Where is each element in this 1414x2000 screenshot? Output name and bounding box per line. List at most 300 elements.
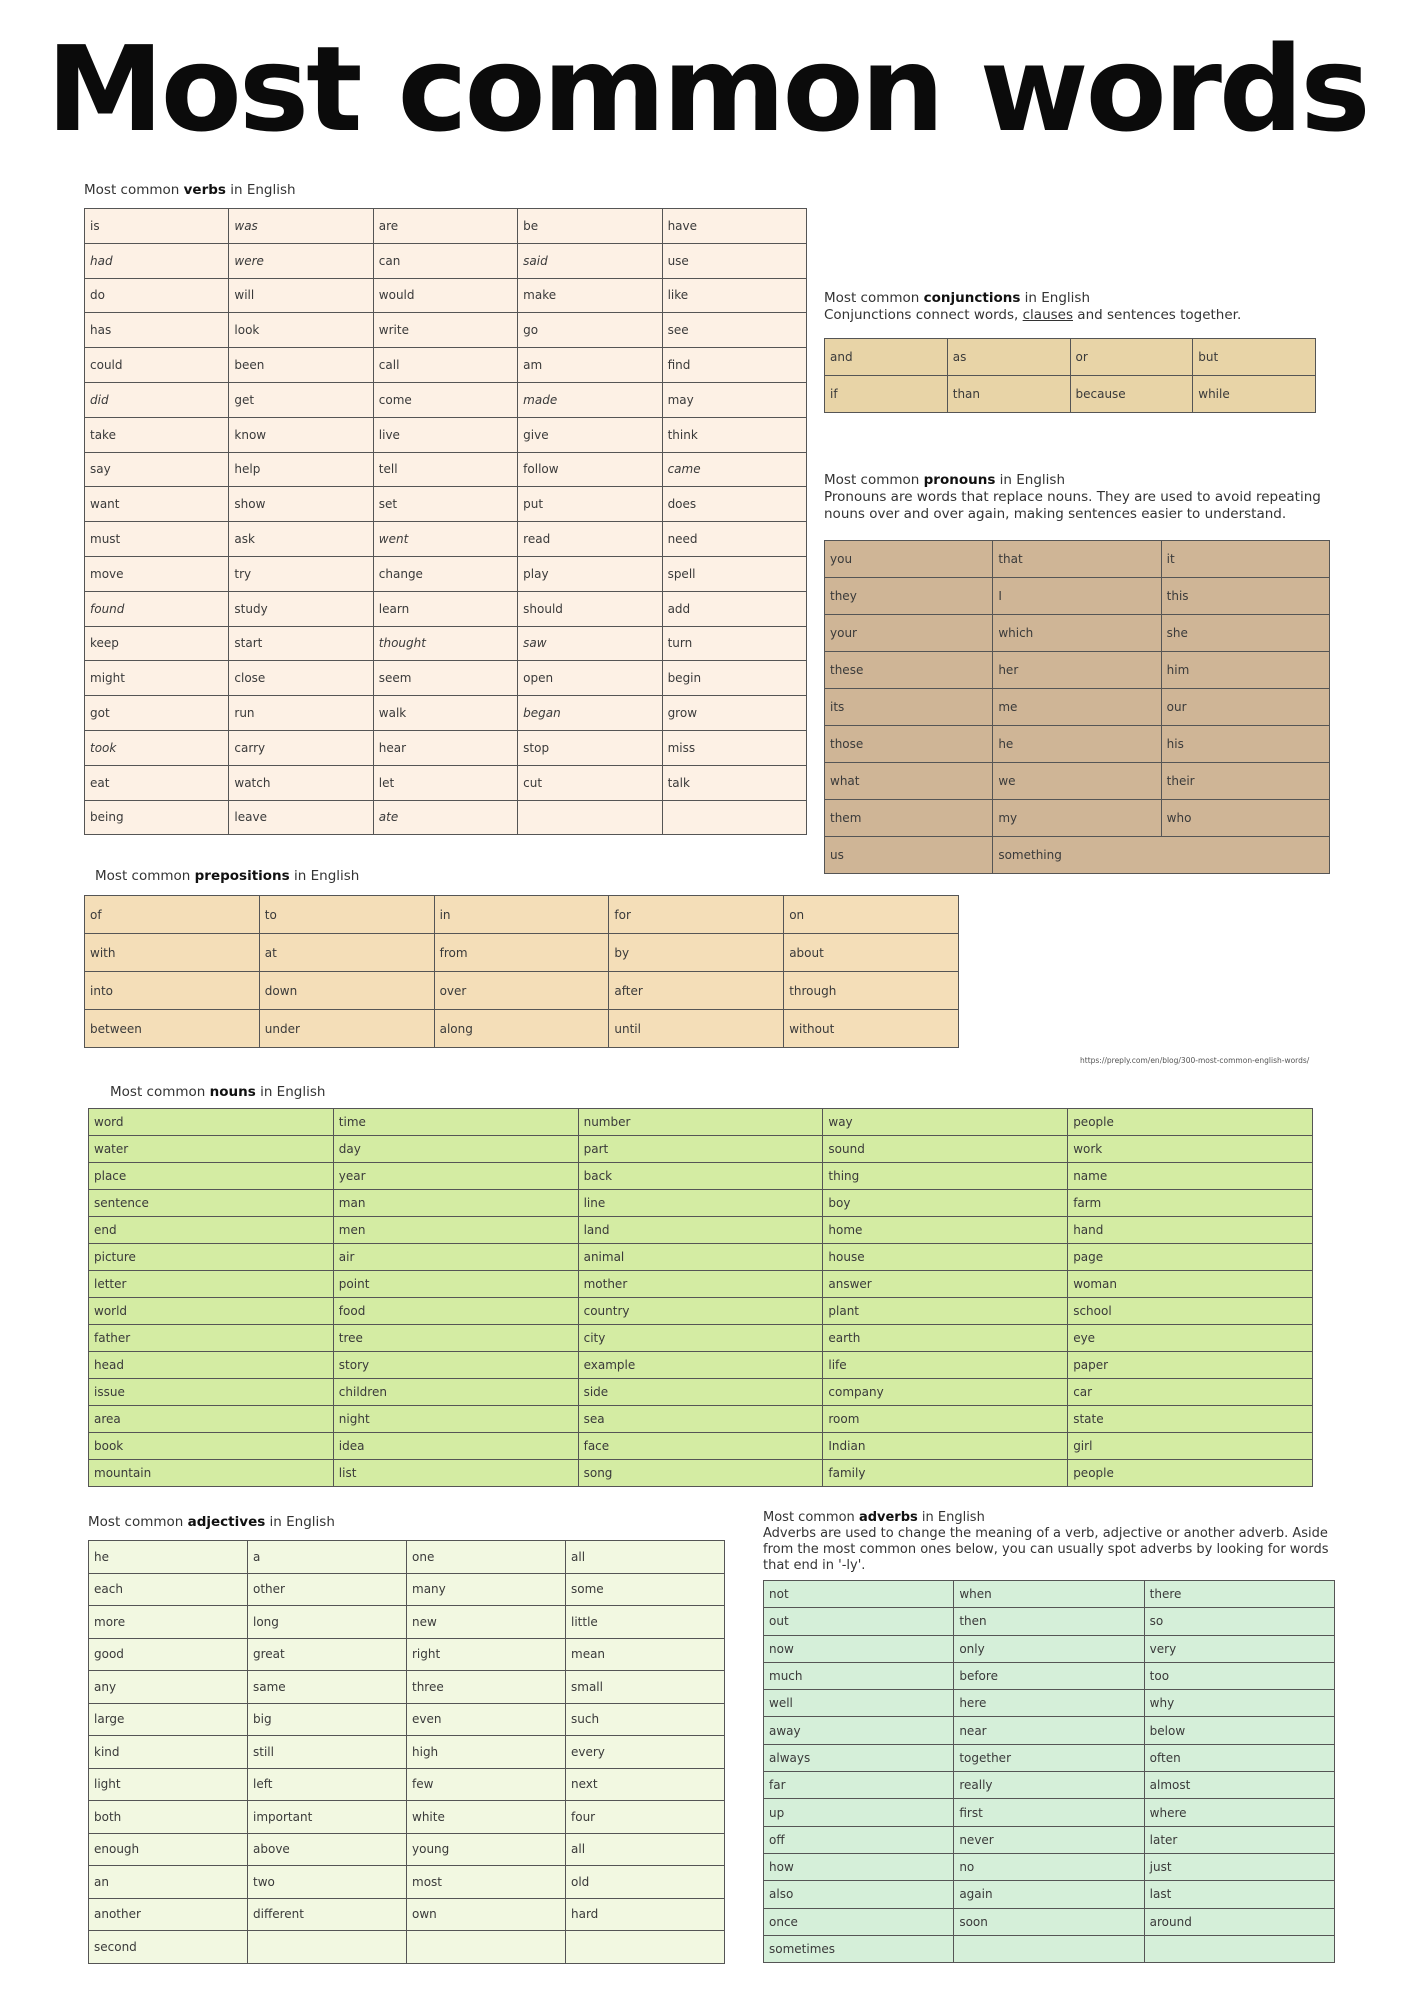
verbs-row bbox=[85, 382, 807, 417]
verbs-caption: Most common verbs in English bbox=[84, 182, 296, 198]
nouns-word-cell: plant bbox=[823, 1298, 1068, 1325]
pronouns-word-cell: us bbox=[825, 837, 993, 874]
conjunctions-word-cell: as bbox=[947, 339, 1070, 376]
adjectives-word-cell: an bbox=[89, 1866, 248, 1899]
adjectives-row bbox=[89, 1833, 725, 1866]
verbs-word-cell: move bbox=[85, 556, 229, 591]
conjunctions-word-cell: than bbox=[947, 376, 1070, 413]
adjectives-word-cell: any bbox=[89, 1671, 248, 1704]
pronouns-word-cell: you bbox=[825, 541, 993, 578]
adverbs-word-cell bbox=[1144, 1935, 1334, 1962]
pronouns-caption: Most common pronouns in English Pronouns are words that replace nouns. They are used to avoid repeating nouns over and over again, making sentences easier to understand. bbox=[824, 472, 1321, 522]
nouns-row bbox=[89, 1460, 1313, 1487]
verbs-word-cell: ask bbox=[229, 522, 373, 557]
nouns-word-cell: example bbox=[578, 1352, 823, 1379]
adverbs-word-cell: sometimes bbox=[764, 1935, 954, 1962]
adverbs-word-cell: soon bbox=[954, 1908, 1144, 1935]
verbs-row bbox=[85, 209, 807, 244]
pronouns-row bbox=[825, 578, 1330, 615]
nouns-word-cell: story bbox=[333, 1352, 578, 1379]
adverbs-word-cell: off bbox=[764, 1826, 954, 1853]
nouns-row bbox=[89, 1325, 1313, 1352]
prepositions-word-cell: in bbox=[434, 896, 609, 934]
verbs-word-cell: must bbox=[85, 522, 229, 557]
verbs-word-cell: talk bbox=[662, 765, 806, 800]
verbs-word-cell: let bbox=[373, 765, 517, 800]
adjectives-word-cell: a bbox=[248, 1541, 407, 1574]
pronouns-word-cell: our bbox=[1161, 689, 1329, 726]
pronouns-row bbox=[825, 800, 1330, 837]
verbs-word-cell: have bbox=[662, 209, 806, 244]
nouns-row bbox=[89, 1244, 1313, 1271]
source-url: https://preply.com/en/blog/300-most-common-english-words/ bbox=[1080, 1056, 1310, 1065]
adjectives-word-cell: next bbox=[566, 1768, 725, 1801]
verbs-word-cell: need bbox=[662, 522, 806, 557]
nouns-word-cell: word bbox=[89, 1109, 334, 1136]
adjectives-caption: Most common adjectives in English bbox=[88, 1514, 335, 1530]
verbs-word-cell: has bbox=[85, 313, 229, 348]
nouns-word-cell: boy bbox=[823, 1190, 1068, 1217]
verbs-row bbox=[85, 243, 807, 278]
nouns-word-cell: list bbox=[333, 1460, 578, 1487]
adjectives-row bbox=[89, 1703, 725, 1736]
nouns-word-cell: hand bbox=[1068, 1217, 1313, 1244]
adverbs-row bbox=[764, 1881, 1335, 1908]
verbs-word-cell: show bbox=[229, 487, 373, 522]
adverbs-word-cell: far bbox=[764, 1772, 954, 1799]
adverbs-word-cell: again bbox=[954, 1881, 1144, 1908]
pronouns-row bbox=[825, 726, 1330, 763]
verbs-word-cell: know bbox=[229, 417, 373, 452]
nouns-row bbox=[89, 1433, 1313, 1460]
nouns-word-cell: song bbox=[578, 1460, 823, 1487]
verbs-word-cell: miss bbox=[662, 730, 806, 765]
verbs-word-cell: read bbox=[518, 522, 662, 557]
nouns-word-cell: men bbox=[333, 1217, 578, 1244]
nouns-word-cell: people bbox=[1068, 1109, 1313, 1136]
nouns-row bbox=[89, 1163, 1313, 1190]
verbs-word-cell: begin bbox=[662, 661, 806, 696]
nouns-word-cell: eye bbox=[1068, 1325, 1313, 1352]
nouns-word-cell: idea bbox=[333, 1433, 578, 1460]
verbs-word-cell: play bbox=[518, 556, 662, 591]
adverbs-word-cell: so bbox=[1144, 1608, 1334, 1635]
adverbs-row bbox=[764, 1581, 1335, 1608]
adjectives-word-cell: long bbox=[248, 1606, 407, 1639]
prepositions-row bbox=[85, 1010, 959, 1048]
verbs-row bbox=[85, 696, 807, 731]
nouns-word-cell: country bbox=[578, 1298, 823, 1325]
verbs-word-cell: want bbox=[85, 487, 229, 522]
verbs-row bbox=[85, 522, 807, 557]
nouns-word-cell: place bbox=[89, 1163, 334, 1190]
conjunctions-word-cell: while bbox=[1193, 376, 1316, 413]
nouns-word-cell: time bbox=[333, 1109, 578, 1136]
verbs-word-cell: did bbox=[85, 382, 229, 417]
verbs-word-cell: went bbox=[373, 522, 517, 557]
nouns-word-cell: room bbox=[823, 1406, 1068, 1433]
prepositions-word-cell: for bbox=[609, 896, 784, 934]
nouns-word-cell: woman bbox=[1068, 1271, 1313, 1298]
adverbs-word-cell: once bbox=[764, 1908, 954, 1935]
adjectives-word-cell: left bbox=[248, 1768, 407, 1801]
adjectives-row bbox=[89, 1638, 725, 1671]
adjectives-word-cell: each bbox=[89, 1573, 248, 1606]
adjectives-word-cell: high bbox=[407, 1736, 566, 1769]
verbs-row bbox=[85, 556, 807, 591]
verbs-word-cell: took bbox=[85, 730, 229, 765]
adjectives-word-cell: small bbox=[566, 1671, 725, 1704]
pronouns-word-cell: this bbox=[1161, 578, 1329, 615]
verbs-word-cell: add bbox=[662, 591, 806, 626]
verbs-table bbox=[84, 208, 807, 835]
verbs-word-cell: grow bbox=[662, 696, 806, 731]
pronouns-word-cell: they bbox=[825, 578, 993, 615]
pronouns-word-cell: him bbox=[1161, 652, 1329, 689]
pronouns-word-cell: what bbox=[825, 763, 993, 800]
nouns-word-cell: picture bbox=[89, 1244, 334, 1271]
prepositions-word-cell: between bbox=[85, 1010, 260, 1048]
adverbs-row bbox=[764, 1935, 1335, 1962]
adjectives-word-cell: old bbox=[566, 1866, 725, 1899]
adjectives-word-cell: most bbox=[407, 1866, 566, 1899]
nouns-word-cell: mountain bbox=[89, 1460, 334, 1487]
pronouns-row bbox=[825, 837, 1330, 874]
adjectives-word-cell: even bbox=[407, 1703, 566, 1736]
adverbs-word-cell: why bbox=[1144, 1690, 1334, 1717]
verbs-word-cell: may bbox=[662, 382, 806, 417]
adjectives-word-cell: above bbox=[248, 1833, 407, 1866]
verbs-row bbox=[85, 278, 807, 313]
verbs-word-cell: close bbox=[229, 661, 373, 696]
nouns-word-cell: air bbox=[333, 1244, 578, 1271]
verbs-word-cell: being bbox=[85, 800, 229, 835]
adjectives-word-cell: all bbox=[566, 1833, 725, 1866]
verbs-row bbox=[85, 765, 807, 800]
verbs-word-cell: set bbox=[373, 487, 517, 522]
nouns-word-cell: area bbox=[89, 1406, 334, 1433]
verbs-word-cell: keep bbox=[85, 626, 229, 661]
verbs-word-cell: would bbox=[373, 278, 517, 313]
adjectives-word-cell: important bbox=[248, 1801, 407, 1834]
adjectives-row bbox=[89, 1931, 725, 1964]
adjectives-row bbox=[89, 1866, 725, 1899]
nouns-row bbox=[89, 1352, 1313, 1379]
verbs-word-cell: will bbox=[229, 278, 373, 313]
nouns-word-cell: letter bbox=[89, 1271, 334, 1298]
pronouns-word-cell: your bbox=[825, 615, 993, 652]
verbs-word-cell: think bbox=[662, 417, 806, 452]
prepositions-word-cell: until bbox=[609, 1010, 784, 1048]
adverbs-word-cell: well bbox=[764, 1690, 954, 1717]
page-title: Most common words bbox=[46, 20, 1368, 158]
nouns-word-cell: face bbox=[578, 1433, 823, 1460]
nouns-word-cell: land bbox=[578, 1217, 823, 1244]
nouns-word-cell: water bbox=[89, 1136, 334, 1163]
nouns-word-cell: children bbox=[333, 1379, 578, 1406]
prepositions-word-cell: down bbox=[259, 972, 434, 1010]
verbs-word-cell: see bbox=[662, 313, 806, 348]
adjectives-word-cell: such bbox=[566, 1703, 725, 1736]
verbs-row bbox=[85, 348, 807, 383]
verbs-word-cell: was bbox=[229, 209, 373, 244]
pronouns-word-cell: who bbox=[1161, 800, 1329, 837]
verbs-word-cell: came bbox=[662, 452, 806, 487]
verbs-word-cell: stop bbox=[518, 730, 662, 765]
adverbs-row bbox=[764, 1908, 1335, 1935]
verbs-word-cell: got bbox=[85, 696, 229, 731]
adjectives-word-cell: some bbox=[566, 1573, 725, 1606]
pronouns-word-cell: which bbox=[993, 615, 1161, 652]
adverbs-word-cell: really bbox=[954, 1772, 1144, 1799]
prepositions-word-cell: about bbox=[784, 934, 959, 972]
adjectives-table bbox=[88, 1540, 725, 1964]
nouns-word-cell: mother bbox=[578, 1271, 823, 1298]
verbs-word-cell: look bbox=[229, 313, 373, 348]
adverbs-word-cell: very bbox=[1144, 1635, 1334, 1662]
nouns-word-cell: school bbox=[1068, 1298, 1313, 1325]
adverbs-word-cell: where bbox=[1144, 1799, 1334, 1826]
adverbs-word-cell: first bbox=[954, 1799, 1144, 1826]
verbs-word-cell: take bbox=[85, 417, 229, 452]
nouns-word-cell: paper bbox=[1068, 1352, 1313, 1379]
conjunctions-word-cell: or bbox=[1070, 339, 1193, 376]
adverbs-caption: Most common adverbs in English Adverbs are used to change the meaning of a verb, adjective or another adverb. Aside from the most common ones below, you can usually spot adverbs by looking for words that end in '-ly'. bbox=[763, 1510, 1329, 1573]
adverbs-word-cell: just bbox=[1144, 1853, 1334, 1880]
verbs-word-cell: be bbox=[518, 209, 662, 244]
verbs-word-cell: seem bbox=[373, 661, 517, 696]
verbs-word-cell: eat bbox=[85, 765, 229, 800]
nouns-word-cell: year bbox=[333, 1163, 578, 1190]
verbs-word-cell: does bbox=[662, 487, 806, 522]
verbs-word-cell: call bbox=[373, 348, 517, 383]
verbs-word-cell: were bbox=[229, 243, 373, 278]
pronouns-word-cell: something bbox=[993, 837, 1330, 874]
verbs-word-cell: make bbox=[518, 278, 662, 313]
adjectives-row bbox=[89, 1573, 725, 1606]
verbs-word-cell: am bbox=[518, 348, 662, 383]
verbs-word-cell bbox=[662, 800, 806, 835]
nouns-word-cell: head bbox=[89, 1352, 334, 1379]
adverbs-row bbox=[764, 1717, 1335, 1744]
verbs-word-cell: thought bbox=[373, 626, 517, 661]
prepositions-word-cell: to bbox=[259, 896, 434, 934]
adverbs-word-cell bbox=[954, 1935, 1144, 1962]
adverbs-word-cell: around bbox=[1144, 1908, 1334, 1935]
adjectives-word-cell: all bbox=[566, 1541, 725, 1574]
nouns-word-cell: name bbox=[1068, 1163, 1313, 1190]
pronouns-word-cell: that bbox=[993, 541, 1161, 578]
nouns-word-cell: family bbox=[823, 1460, 1068, 1487]
adjectives-word-cell: few bbox=[407, 1768, 566, 1801]
verbs-row bbox=[85, 452, 807, 487]
verbs-word-cell: like bbox=[662, 278, 806, 313]
adverbs-row bbox=[764, 1662, 1335, 1689]
verbs-word-cell: study bbox=[229, 591, 373, 626]
nouns-row bbox=[89, 1109, 1313, 1136]
nouns-word-cell: answer bbox=[823, 1271, 1068, 1298]
adjectives-word-cell bbox=[248, 1931, 407, 1964]
adjectives-word-cell: three bbox=[407, 1671, 566, 1704]
verbs-row bbox=[85, 661, 807, 696]
verbs-word-cell: said bbox=[518, 243, 662, 278]
verbs-word-cell: found bbox=[85, 591, 229, 626]
clauses-link[interactable]: clauses bbox=[1022, 307, 1073, 323]
pronouns-word-cell: its bbox=[825, 689, 993, 726]
nouns-word-cell: animal bbox=[578, 1244, 823, 1271]
verbs-word-cell: write bbox=[373, 313, 517, 348]
adverbs-word-cell: never bbox=[954, 1826, 1144, 1853]
verbs-word-cell: help bbox=[229, 452, 373, 487]
adverbs-word-cell: when bbox=[954, 1581, 1144, 1608]
prepositions-word-cell: on bbox=[784, 896, 959, 934]
adverbs-word-cell: always bbox=[764, 1744, 954, 1771]
pronouns-word-cell: these bbox=[825, 652, 993, 689]
adverbs-word-cell: then bbox=[954, 1608, 1144, 1635]
verbs-word-cell: change bbox=[373, 556, 517, 591]
adverbs-word-cell: here bbox=[954, 1690, 1144, 1717]
adjectives-word-cell: own bbox=[407, 1898, 566, 1931]
verbs-word-cell: should bbox=[518, 591, 662, 626]
nouns-row bbox=[89, 1271, 1313, 1298]
adverbs-row bbox=[764, 1799, 1335, 1826]
adjectives-row bbox=[89, 1898, 725, 1931]
nouns-word-cell: number bbox=[578, 1109, 823, 1136]
prepositions-word-cell: under bbox=[259, 1010, 434, 1048]
prepositions-row bbox=[85, 934, 959, 972]
pronouns-table bbox=[824, 540, 1330, 874]
prepositions-word-cell: of bbox=[85, 896, 260, 934]
adverbs-word-cell: below bbox=[1144, 1717, 1334, 1744]
nouns-word-cell: tree bbox=[333, 1325, 578, 1352]
adjectives-word-cell: same bbox=[248, 1671, 407, 1704]
verbs-row bbox=[85, 800, 807, 835]
adjectives-word-cell: young bbox=[407, 1833, 566, 1866]
nouns-word-cell: day bbox=[333, 1136, 578, 1163]
pronouns-word-cell: those bbox=[825, 726, 993, 763]
pronouns-word-cell: we bbox=[993, 763, 1161, 800]
pronouns-row bbox=[825, 541, 1330, 578]
nouns-word-cell: home bbox=[823, 1217, 1068, 1244]
adverbs-word-cell: out bbox=[764, 1608, 954, 1635]
nouns-row bbox=[89, 1136, 1313, 1163]
prepositions-caption: Most common prepositions in English bbox=[95, 868, 360, 884]
adverbs-word-cell: together bbox=[954, 1744, 1144, 1771]
verbs-word-cell: find bbox=[662, 348, 806, 383]
adjectives-word-cell: other bbox=[248, 1573, 407, 1606]
prepositions-table bbox=[84, 895, 959, 1048]
adverbs-word-cell: only bbox=[954, 1635, 1144, 1662]
nouns-word-cell: night bbox=[333, 1406, 578, 1433]
adjectives-word-cell: more bbox=[89, 1606, 248, 1639]
adverbs-row bbox=[764, 1635, 1335, 1662]
nouns-word-cell: life bbox=[823, 1352, 1068, 1379]
nouns-word-cell: girl bbox=[1068, 1433, 1313, 1460]
adverbs-word-cell: near bbox=[954, 1717, 1144, 1744]
nouns-word-cell: work bbox=[1068, 1136, 1313, 1163]
verbs-word-cell: hear bbox=[373, 730, 517, 765]
verbs-word-cell: can bbox=[373, 243, 517, 278]
nouns-word-cell: part bbox=[578, 1136, 823, 1163]
verbs-word-cell: come bbox=[373, 382, 517, 417]
adverbs-row bbox=[764, 1772, 1335, 1799]
adverbs-row bbox=[764, 1690, 1335, 1717]
verbs-word-cell: made bbox=[518, 382, 662, 417]
adjectives-word-cell: still bbox=[248, 1736, 407, 1769]
nouns-row bbox=[89, 1190, 1313, 1217]
verbs-word-cell: learn bbox=[373, 591, 517, 626]
nouns-word-cell: page bbox=[1068, 1244, 1313, 1271]
verbs-word-cell: cut bbox=[518, 765, 662, 800]
verbs-word-cell: are bbox=[373, 209, 517, 244]
adverbs-row bbox=[764, 1826, 1335, 1853]
prepositions-word-cell: by bbox=[609, 934, 784, 972]
adverbs-word-cell: away bbox=[764, 1717, 954, 1744]
verbs-row bbox=[85, 313, 807, 348]
adverbs-word-cell: before bbox=[954, 1662, 1144, 1689]
verbs-row bbox=[85, 730, 807, 765]
verbs-row bbox=[85, 626, 807, 661]
nouns-table bbox=[88, 1108, 1313, 1487]
pronouns-word-cell: his bbox=[1161, 726, 1329, 763]
verbs-word-cell: saw bbox=[518, 626, 662, 661]
pronouns-word-cell: it bbox=[1161, 541, 1329, 578]
adjectives-word-cell: two bbox=[248, 1866, 407, 1899]
nouns-word-cell: city bbox=[578, 1325, 823, 1352]
nouns-word-cell: end bbox=[89, 1217, 334, 1244]
adjectives-word-cell: both bbox=[89, 1801, 248, 1834]
adverbs-word-cell: often bbox=[1144, 1744, 1334, 1771]
nouns-word-cell: Indian bbox=[823, 1433, 1068, 1460]
verbs-word-cell: give bbox=[518, 417, 662, 452]
adjectives-row bbox=[89, 1606, 725, 1639]
verbs-word-cell: use bbox=[662, 243, 806, 278]
nouns-word-cell: point bbox=[333, 1271, 578, 1298]
prepositions-word-cell: without bbox=[784, 1010, 959, 1048]
verbs-word-cell: carry bbox=[229, 730, 373, 765]
adjectives-word-cell: different bbox=[248, 1898, 407, 1931]
nouns-word-cell: car bbox=[1068, 1379, 1313, 1406]
nouns-word-cell: man bbox=[333, 1190, 578, 1217]
adjectives-word-cell: right bbox=[407, 1638, 566, 1671]
nouns-word-cell: book bbox=[89, 1433, 334, 1460]
verbs-word-cell: began bbox=[518, 696, 662, 731]
adverbs-word-cell: how bbox=[764, 1853, 954, 1880]
prepositions-word-cell: along bbox=[434, 1010, 609, 1048]
adjectives-word-cell: new bbox=[407, 1606, 566, 1639]
adverbs-word-cell: later bbox=[1144, 1826, 1334, 1853]
nouns-word-cell: sentence bbox=[89, 1190, 334, 1217]
adjectives-row bbox=[89, 1736, 725, 1769]
adverbs-word-cell: there bbox=[1144, 1581, 1334, 1608]
conjunctions-word-cell: but bbox=[1193, 339, 1316, 376]
nouns-word-cell: people bbox=[1068, 1460, 1313, 1487]
nouns-word-cell: father bbox=[89, 1325, 334, 1352]
adverbs-word-cell: now bbox=[764, 1635, 954, 1662]
pronouns-word-cell: I bbox=[993, 578, 1161, 615]
verbs-word-cell: could bbox=[85, 348, 229, 383]
adjectives-word-cell: many bbox=[407, 1573, 566, 1606]
verbs-word-cell: might bbox=[85, 661, 229, 696]
adjectives-word-cell: good bbox=[89, 1638, 248, 1671]
pronouns-row bbox=[825, 763, 1330, 800]
verbs-row bbox=[85, 487, 807, 522]
verbs-word-cell: leave bbox=[229, 800, 373, 835]
verbs-word-cell: put bbox=[518, 487, 662, 522]
adverbs-word-cell: also bbox=[764, 1881, 954, 1908]
verbs-word-cell: say bbox=[85, 452, 229, 487]
adverbs-word-cell: much bbox=[764, 1662, 954, 1689]
